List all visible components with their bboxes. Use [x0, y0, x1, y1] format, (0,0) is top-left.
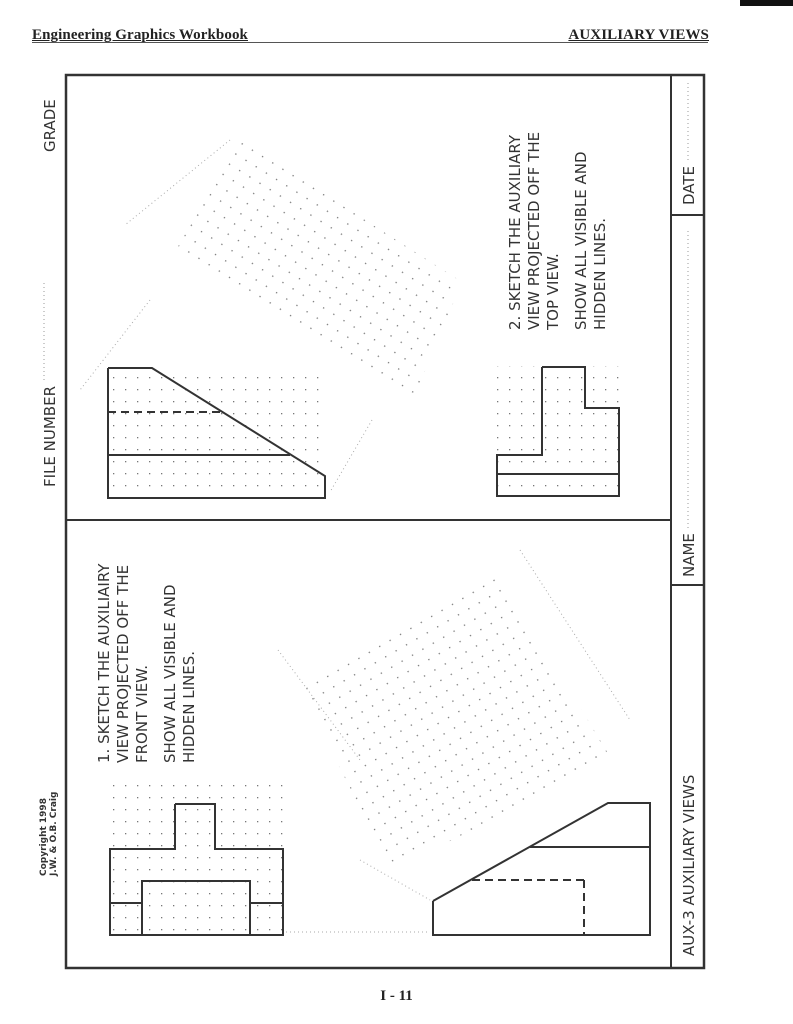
svg-text:VIEW PROJECTED OFF THE: VIEW PROJECTED OFF THE [114, 564, 132, 763]
name-label: NAME [680, 533, 698, 577]
copyright [39, 792, 59, 877]
grade-label: GRADE [41, 99, 59, 152]
problem-1-instructions [95, 563, 198, 763]
top-view-drawing-1 [108, 785, 283, 935]
svg-text:TOP VIEW.: TOP VIEW. [544, 253, 562, 330]
svg-text:HIDDEN LINES.: HIDDEN LINES. [591, 217, 609, 330]
top-view-drawing [108, 368, 326, 498]
svg-text:2. SKETCH THE AUXILIARY: 2. SKETCH THE AUXILIARY [506, 134, 524, 330]
problem-2-instructions [506, 132, 609, 331]
svg-text:FRONT VIEW.: FRONT VIEW. [133, 664, 151, 763]
svg-text:J.W. & O.B. Craig: J.W. & O.B. Craig [49, 791, 59, 876]
svg-text:SHOW ALL VISIBLE AND: SHOW ALL VISIBLE AND [572, 151, 590, 330]
workbook-title: Engineering Graphics Workbook [32, 27, 248, 43]
svg-text:Copyright 1998: Copyright 1998 [39, 798, 49, 876]
svg-text:1. SKETCH THE AUXILIAIRY: 1. SKETCH THE AUXILIAIRY [95, 563, 113, 763]
date-label: DATE [680, 165, 698, 205]
section-title: AUXILIARY VIEWS [568, 27, 709, 43]
front-view-drawing-2 [497, 366, 629, 496]
aux-grid-bottom [278, 550, 630, 932]
svg-text:VIEW PROJECTED OFF THE: VIEW PROJECTED OFF THE [525, 131, 543, 330]
svg-text:HIDDEN LINES.: HIDDEN LINES. [180, 650, 198, 763]
sheet-title: AUX-3 AUXILIARY VIEWS [680, 774, 698, 956]
page-number: I - 11 [380, 988, 413, 1004]
file-number-label: FILE NUMBER [41, 386, 59, 487]
svg-text:SHOW ALL VISIBLE AND: SHOW ALL VISIBLE AND [161, 584, 179, 763]
